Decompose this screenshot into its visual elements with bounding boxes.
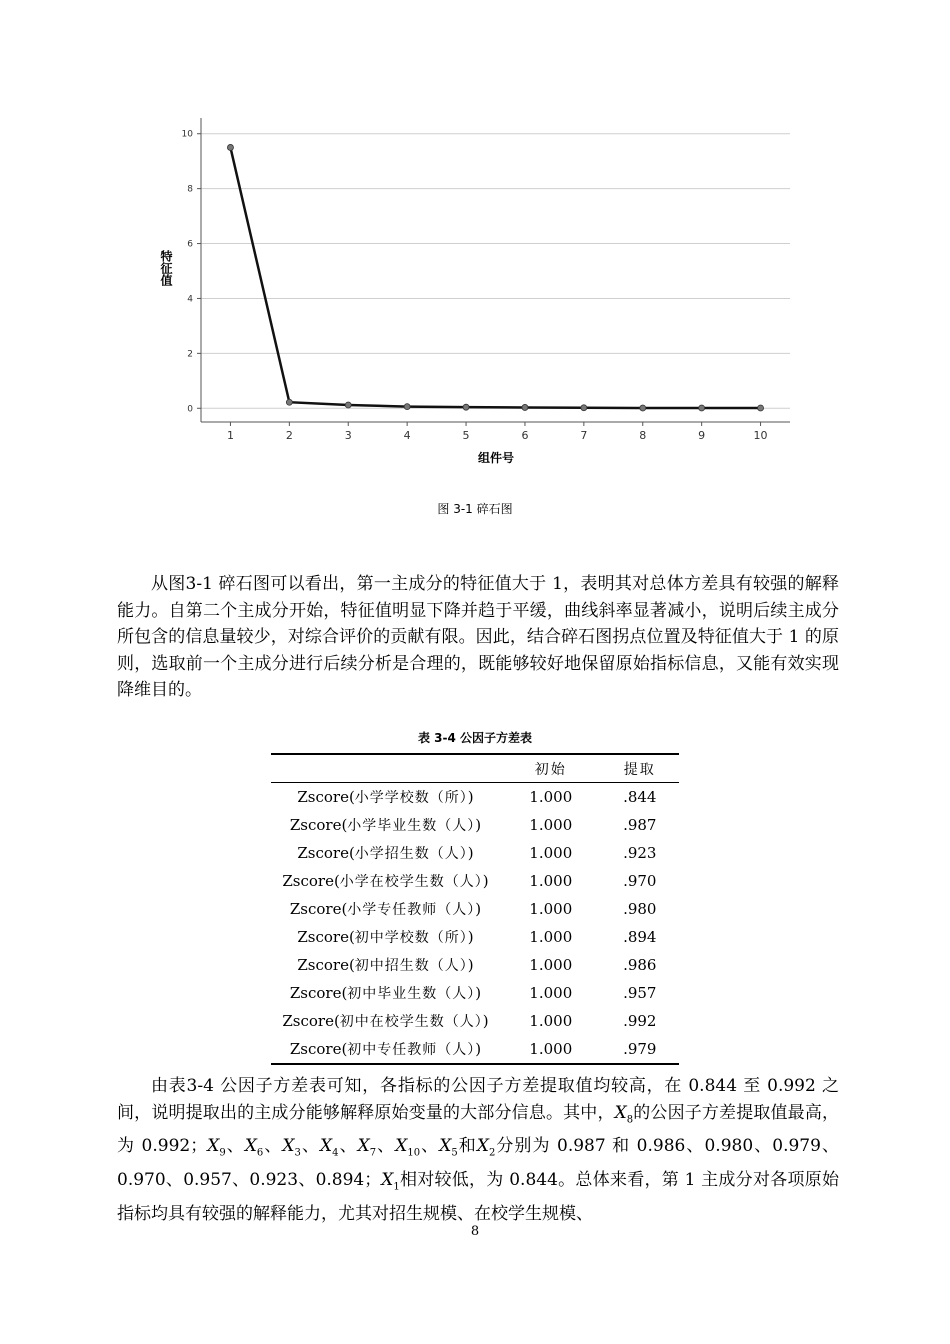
variable-suffix: ) (467, 956, 474, 974)
variable-list (207, 1136, 496, 1159)
data-point (758, 405, 764, 411)
variable-prefix: Zscore( (289, 816, 348, 834)
x-tick-label: 2 (285, 429, 293, 442)
initial-value: 1.000 (529, 928, 573, 946)
var-x1-sub: 1 (393, 1181, 400, 1193)
x-tick-label: 7 (580, 429, 588, 442)
list-var-sub: 2 (488, 1147, 496, 1159)
variable-label: 初中专任教师（人） (347, 1042, 476, 1058)
header-initial: 初始 (534, 761, 567, 778)
variable-name (271, 951, 501, 979)
x-tick-label: 4 (403, 429, 411, 442)
paragraph-1: 从图3-1 碎石图可以看出，第一主成分的特征值大于 1，表明其对总体方差具有较强的解释能力。自第二个主成分开始，特征值明显下降并趋于平缓，曲线斜率显著减小，说明后续主成分所包含的信息量较少，对综合评价的贡献有限。因此，结合碎石图拐点位置及特征值大于 1 的原则，选取前一个主成分进行后续分析是合理的，既能够较好地保留原始指标信息，又能有效实现降维目的。 (117, 574, 839, 700)
variable-label: 初中学校数（所） (354, 930, 468, 946)
variable-suffix: ) (482, 1012, 489, 1030)
data-point (404, 404, 410, 410)
y-tick-label: 8 (187, 184, 193, 195)
var-x8-sub: 8 (626, 1113, 634, 1125)
initial-value: 1.000 (529, 1040, 573, 1058)
initial-value: 1.000 (529, 984, 573, 1002)
variable-label: 小学在校学生数（人） (339, 874, 483, 890)
extract-value: .894 (623, 928, 657, 946)
y-tick-label: 0 (187, 404, 193, 415)
initial-value: 1.000 (529, 1012, 573, 1030)
table-row (271, 839, 679, 867)
list-var: X (476, 1136, 489, 1157)
variable-label: 小学毕业生数（人） (347, 818, 476, 834)
x-tick-label: 1 (226, 429, 234, 442)
data-point (286, 399, 292, 405)
x-tick-label: 9 (698, 429, 706, 442)
figure-caption: 图 3-1 碎石图 (437, 502, 513, 516)
data-point (345, 402, 351, 408)
table-row (271, 1035, 679, 1064)
list-var-sub: 7 (369, 1147, 377, 1159)
initial-value: 1.000 (529, 844, 573, 862)
header-variable (271, 754, 501, 783)
variable-prefix: Zscore( (297, 956, 355, 974)
variable-name (271, 923, 501, 951)
data-point (522, 404, 528, 410)
var-x1: X (381, 1170, 394, 1191)
p2-text-4: 相对较低，为 0.844。总体来看，第 1 主成分对各项原始指标均具有较强的解释能力，尤其对招生规模、在校学生规模、 (117, 1170, 839, 1225)
variable-label: 初中毕业生数（人） (347, 986, 476, 1002)
chart-ticks (182, 130, 768, 442)
variable-prefix: Zscore( (289, 900, 348, 918)
x-tick-label: 8 (639, 429, 647, 442)
variable-prefix: Zscore( (282, 872, 340, 890)
list-var: X (207, 1136, 220, 1157)
x-tick-label: 6 (521, 429, 529, 442)
initial-value: 1.000 (529, 872, 573, 890)
data-point (463, 404, 469, 410)
variable-suffix: ) (482, 872, 489, 890)
chart-grid (201, 134, 790, 409)
variable-label: 小学学校数（所） (354, 790, 468, 806)
initial-value: 1.000 (529, 956, 573, 974)
list-var: X (357, 1136, 370, 1157)
data-point (699, 405, 705, 411)
extract-value: .970 (623, 872, 657, 890)
communalities-table (271, 753, 679, 1065)
table-row (271, 1007, 679, 1035)
list-var-sub: 9 (219, 1147, 226, 1159)
extract-value: .992 (623, 1012, 657, 1030)
list-sep: 、 (338, 1136, 358, 1157)
header-extract: 提取 (623, 761, 656, 778)
initial-value: 1.000 (529, 816, 573, 834)
list-sep: 、 (263, 1136, 283, 1157)
list-var: X (282, 1136, 295, 1157)
p2-text-1: 由表3-4 公因子方差表可知，各指标的公因子方差提取值均较高，在 0.844 至 0.992 之间，说明提取出的主成分能够解释原始变量的大部分信息。其中， (117, 1076, 839, 1123)
list-var-sub: 3 (294, 1147, 301, 1159)
variable-name (271, 783, 501, 812)
list-and: 和 (457, 1136, 477, 1157)
extract-value: .986 (623, 956, 657, 974)
list-var: X (320, 1136, 333, 1157)
table-header-row (271, 754, 679, 783)
extract-value: .957 (623, 984, 657, 1002)
y-tick-label: 6 (187, 239, 193, 250)
y-tick-label: 10 (181, 129, 193, 140)
variable-name (271, 1035, 501, 1064)
list-var: X (395, 1136, 408, 1157)
variable-suffix: ) (467, 844, 474, 862)
table-caption: 表 3-4 公因子方差表 (417, 731, 533, 745)
variable-suffix: ) (475, 816, 482, 834)
list-var: X (439, 1136, 452, 1157)
variable-name (271, 811, 501, 839)
variable-prefix: Zscore( (297, 928, 355, 946)
table-row (271, 951, 679, 979)
extract-value: .980 (623, 900, 657, 918)
variable-suffix: ) (475, 900, 482, 918)
x-axis-label: 组件号 (477, 451, 515, 465)
variable-label: 初中招生数（人） (354, 958, 468, 974)
paragraph-2 (117, 1073, 839, 1228)
variable-suffix: ) (467, 788, 474, 806)
variable-prefix: Zscore( (282, 1012, 340, 1030)
variable-suffix: ) (475, 1040, 482, 1058)
x-tick-label: 3 (344, 429, 352, 442)
eigenvalue-series (227, 144, 763, 411)
series-line (230, 147, 760, 408)
list-var-sub: 5 (451, 1147, 458, 1159)
variable-name (271, 895, 501, 923)
variable-label: 小学招生数（人） (354, 846, 468, 862)
extract-value: .844 (623, 788, 657, 806)
list-sep: 、 (225, 1136, 245, 1157)
y-tick-label: 2 (187, 349, 193, 360)
variable-name (271, 839, 501, 867)
list-var-sub: 4 (332, 1147, 339, 1159)
page-number: 8 (470, 1224, 480, 1239)
scree-plot (150, 110, 810, 480)
list-sep: 、 (420, 1136, 440, 1157)
initial-value: 1.000 (529, 788, 573, 806)
list-var: X (244, 1136, 257, 1157)
variable-suffix: ) (475, 984, 482, 1002)
p2-text-3: 分别为 0.987 和 0.986、0.980、0.979、0.970、0.957、0.923、0.894； (117, 1136, 839, 1191)
table-row (271, 979, 679, 1007)
data-point (227, 144, 233, 150)
data-point (581, 405, 587, 411)
list-var-sub: 6 (256, 1147, 264, 1159)
variable-prefix: Zscore( (289, 1040, 348, 1058)
extract-value: .987 (623, 816, 657, 834)
list-sep: 、 (376, 1136, 396, 1157)
x-tick-label: 5 (462, 429, 470, 442)
list-var-sub: 10 (407, 1147, 421, 1159)
table-row (271, 895, 679, 923)
initial-value: 1.000 (529, 900, 573, 918)
y-tick-label: 4 (187, 294, 193, 305)
table-row (271, 783, 679, 812)
table-row (271, 923, 679, 951)
variable-name (271, 867, 501, 895)
chart-axes (201, 118, 790, 422)
variable-label: 初中在校学生数（人） (339, 1014, 483, 1030)
variable-prefix: Zscore( (289, 984, 348, 1002)
variable-name (271, 979, 501, 1007)
variable-prefix: Zscore( (297, 788, 355, 806)
variable-name (271, 1007, 501, 1035)
variable-suffix: ) (467, 928, 474, 946)
table-row (271, 867, 679, 895)
y-axis-label: 特征值 (159, 250, 173, 286)
x-tick-label: 10 (753, 429, 768, 442)
p2-text-2: 的公因子方差提取值最高，为 0.992； (117, 1102, 840, 1157)
table-row (271, 811, 679, 839)
variable-prefix: Zscore( (297, 844, 355, 862)
extract-value: .923 (623, 844, 657, 862)
data-point (640, 405, 646, 411)
var-x8: X (614, 1102, 627, 1123)
extract-value: .979 (623, 1040, 657, 1058)
list-sep: 、 (300, 1136, 321, 1157)
variable-label: 小学专任教师（人） (347, 902, 476, 918)
